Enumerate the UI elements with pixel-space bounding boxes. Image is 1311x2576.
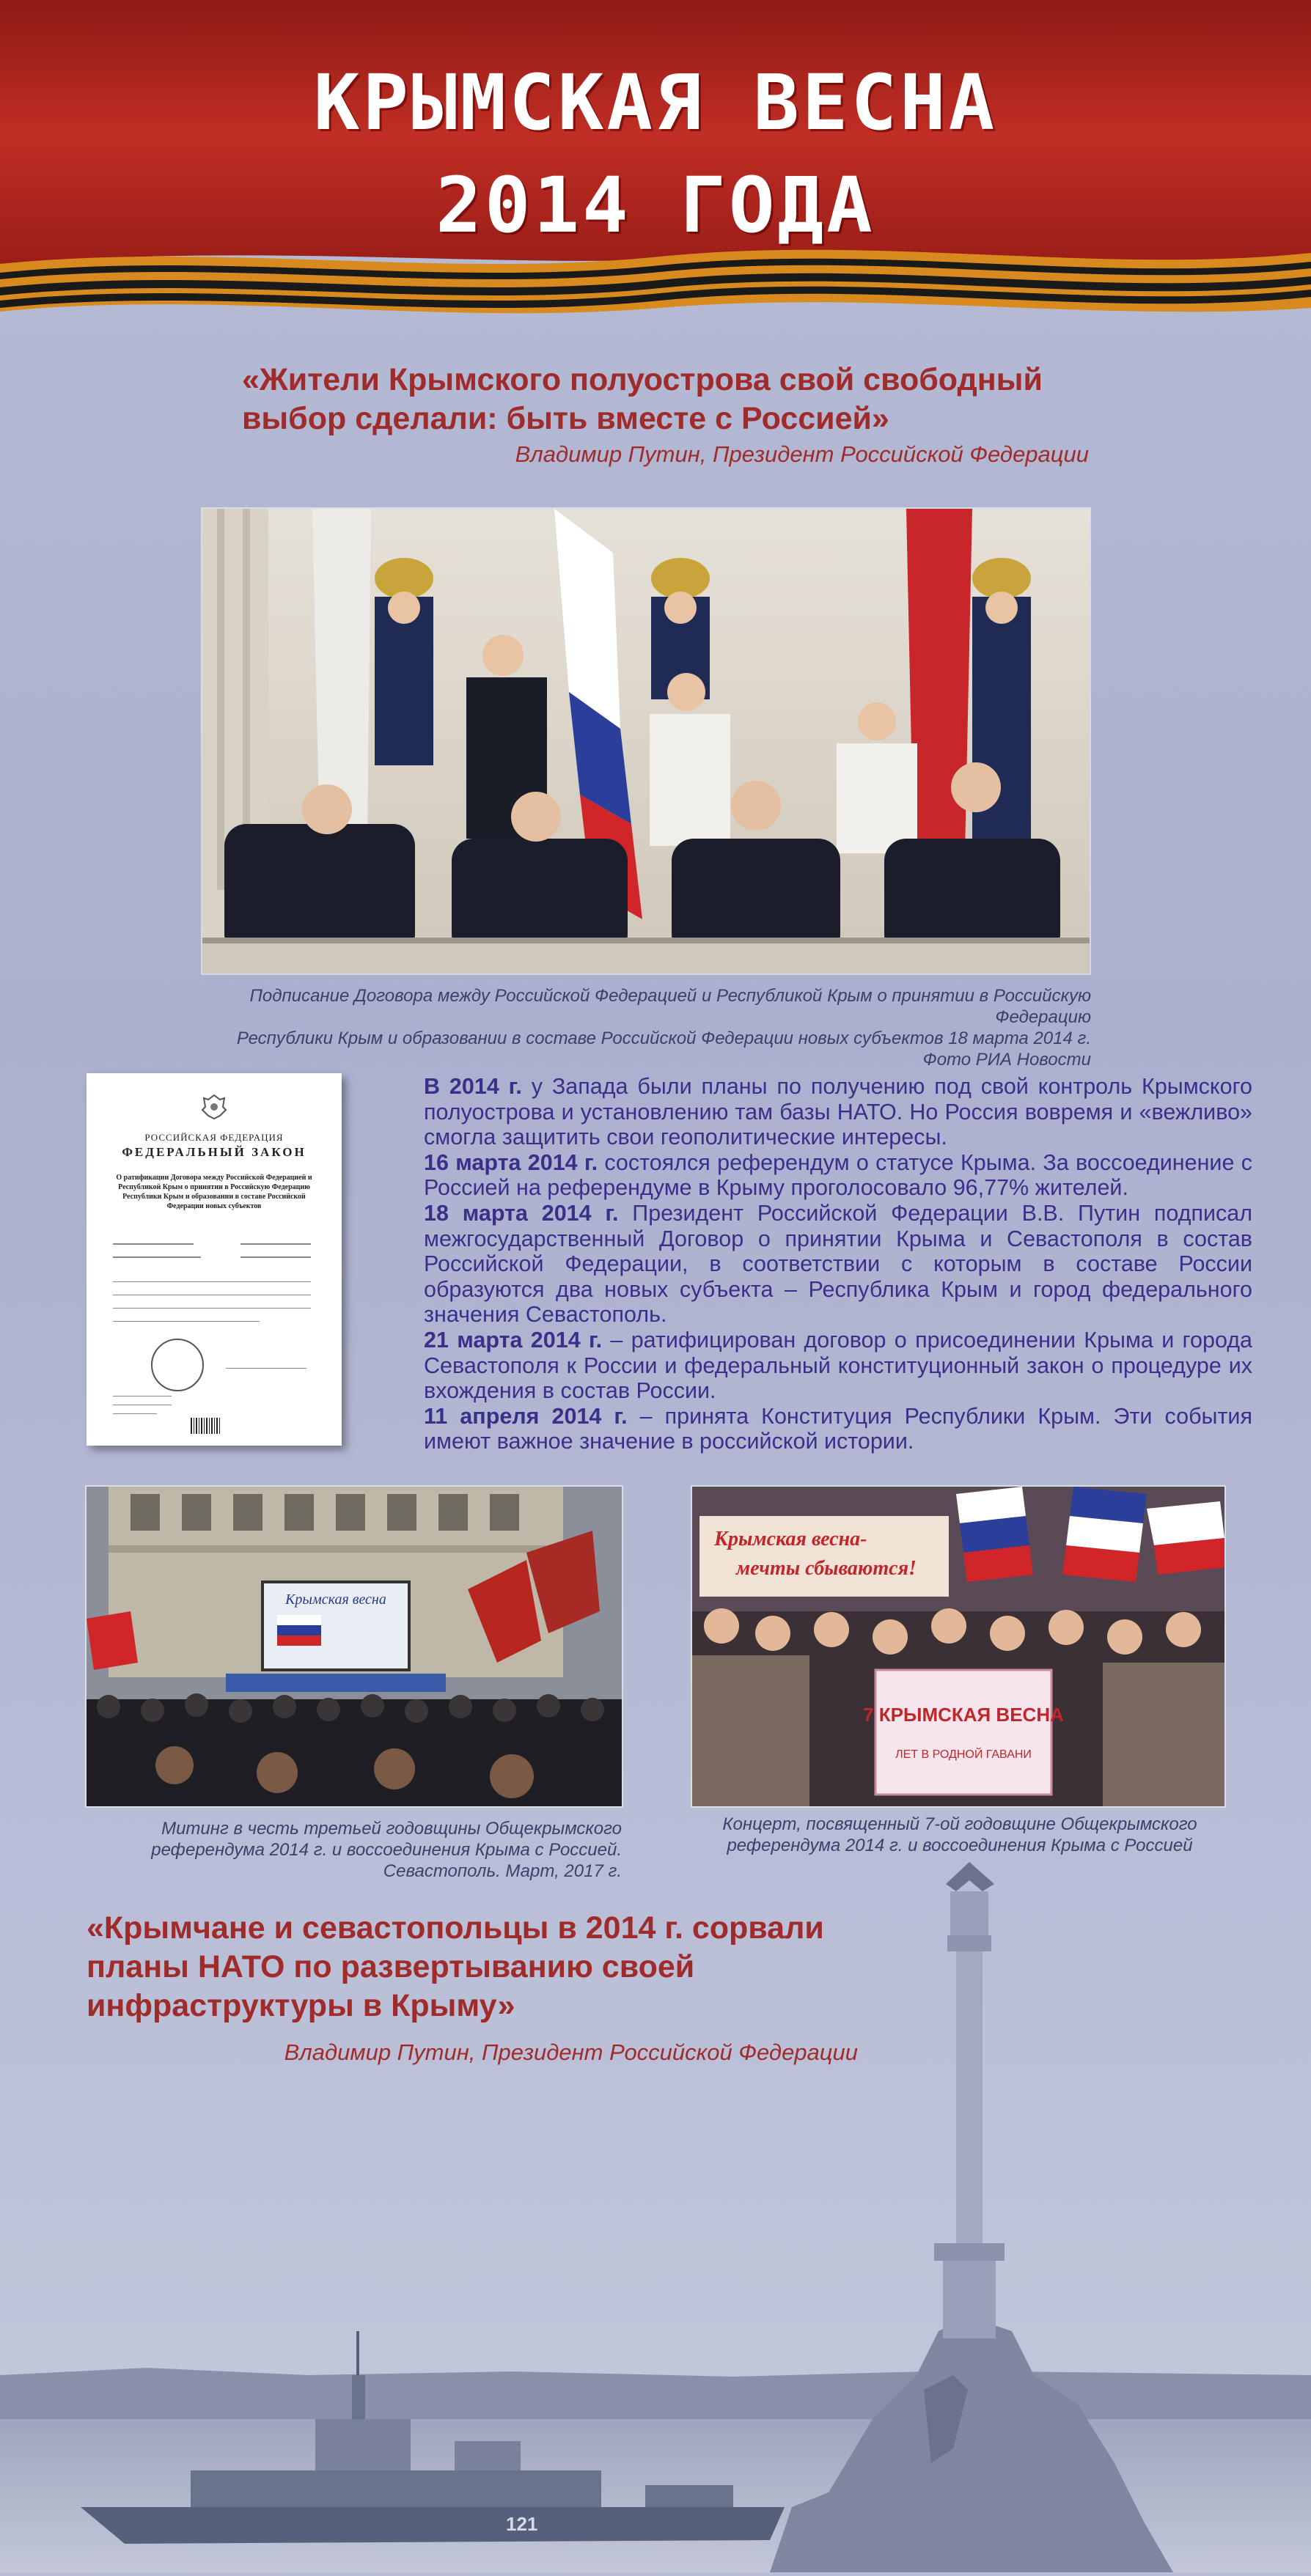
document-header-country: РОССИЙСКАЯ ФЕДЕРАЦИЯ bbox=[144, 1132, 284, 1143]
title-banner bbox=[0, 0, 1311, 315]
quote-1-text: «Жители Крымского полуострова свой свободный выбор сделали: быть вместе с Россией» bbox=[242, 362, 1043, 436]
history-paragraph-2: 16 марта 2014 г. состоялся референдум о статусе Крыма. За воссоединение с Россией на референдуме в Крыму проголосовало 96,77% жителей. bbox=[424, 1149, 1252, 1201]
coat-of-arms-icon bbox=[201, 1092, 227, 1122]
st-george-ribbon bbox=[0, 250, 1311, 314]
rally-screen-text: Крымская весна bbox=[285, 1591, 386, 1608]
history-paragraph-3: 18 марта 2014 г. Президент Российской Федерации В.В. Путин подписал межгосударственный Договор о принятии Крыма и Севастополя в состав Российской Федерации, в соответствии с которым в составе России образуются два новых субъекта – Республика Крым и город федерального значения Севастополь. bbox=[424, 1200, 1253, 1328]
signing-caption-line3: Фото РИА Новости bbox=[922, 1050, 1091, 1070]
document-header-law: ФЕДЕРАЛЬНЫЙ ЗАКОН bbox=[122, 1145, 306, 1159]
document-barcode bbox=[191, 1418, 220, 1434]
quote-2-text: «Крымчане и севастопольцы в 2014 г. сорвали планы НАТО по развертыванию своей инфраструктуры в Крыму» bbox=[87, 1910, 824, 2023]
ship-number: 121 bbox=[506, 2513, 538, 2535]
concert-banner-line1: Крымская весна- bbox=[714, 1528, 867, 1550]
history-paragraph-5: 11 апреля 2014 г. – принята Конституция Республики Крым. Эти события имеют важное значение в российской истории. bbox=[424, 1403, 1252, 1454]
history-paragraph-1: В 2014 г. у Запада были планы по получению под свой контроль Крымского полуострова и установлению там базы НАТО. Но Россия вовремя и «вежливо» смогла защитить свои геополитические интересы. bbox=[424, 1074, 1252, 1150]
concert-caption-line1: Концерт, посвященный 7-ой годовщине Общекрымского bbox=[722, 1814, 1197, 1834]
rally-caption-line2: референдума 2014 г. и воссоединения Крыма с Россией. bbox=[151, 1840, 622, 1860]
banner-title-line2: 2014 ГОДА bbox=[436, 161, 875, 250]
rally-caption-line1: Митинг в честь третьей годовщины Общекрымского bbox=[161, 1819, 622, 1839]
concert-photo bbox=[692, 1487, 1224, 1806]
document-stamp bbox=[151, 1339, 204, 1391]
banner-title-line1: КРЫМСКАЯ ВЕСНА bbox=[313, 58, 998, 147]
concert-poster bbox=[875, 1670, 1051, 1795]
signing-photo bbox=[202, 509, 1090, 974]
history-paragraph-4: 21 марта 2014 г. – ратифицирован договор о присоединении Крыма и города Севастополя к России и федеральный конституционный закон о процедуре их вхождения в состав России. bbox=[424, 1327, 1252, 1404]
signing-caption bbox=[198, 985, 1091, 1070]
banner-title bbox=[0, 51, 1311, 257]
concert-banner-line2: мечты сбываются! bbox=[736, 1557, 917, 1580]
rally-photo bbox=[87, 1487, 622, 1806]
signing-caption-line2: Республики Крым и образовании в составе Российской Федерации новых субъектов 18 марта 2014 г. bbox=[236, 1028, 1091, 1048]
concert-caption-line2: референдума 2014 г. и воссоединения Крыма с Россией bbox=[727, 1836, 1193, 1855]
quote-1-author: Владимир Путин, Президент Российской Федерации bbox=[515, 441, 1089, 467]
document-subtitle: О ратификации Договора между Российской Федерацией и Республикой Крым о принятии в Российскую Федерацию Республики Крым и образовании в составе Российской Федерации новых субъектов bbox=[116, 1174, 312, 1210]
concert-poster-title: 7 КРЫМСКАЯ ВЕСНА bbox=[863, 1704, 1064, 1726]
federal-law-document bbox=[87, 1073, 342, 1446]
signing-caption-line1: Подписание Договора между Российской Федерацией и Республикой Крым о принятии в Российскую Федерацию bbox=[249, 986, 1091, 1027]
concert-caption bbox=[692, 1814, 1227, 1856]
history-text bbox=[424, 1074, 1252, 1454]
quote-2-author: Владимир Путин, Президент Российской Федерации bbox=[284, 2039, 858, 2065]
concert-poster-subtitle: ЛЕТ В РОДНОЙ ГАВАНИ bbox=[895, 1748, 1032, 1761]
